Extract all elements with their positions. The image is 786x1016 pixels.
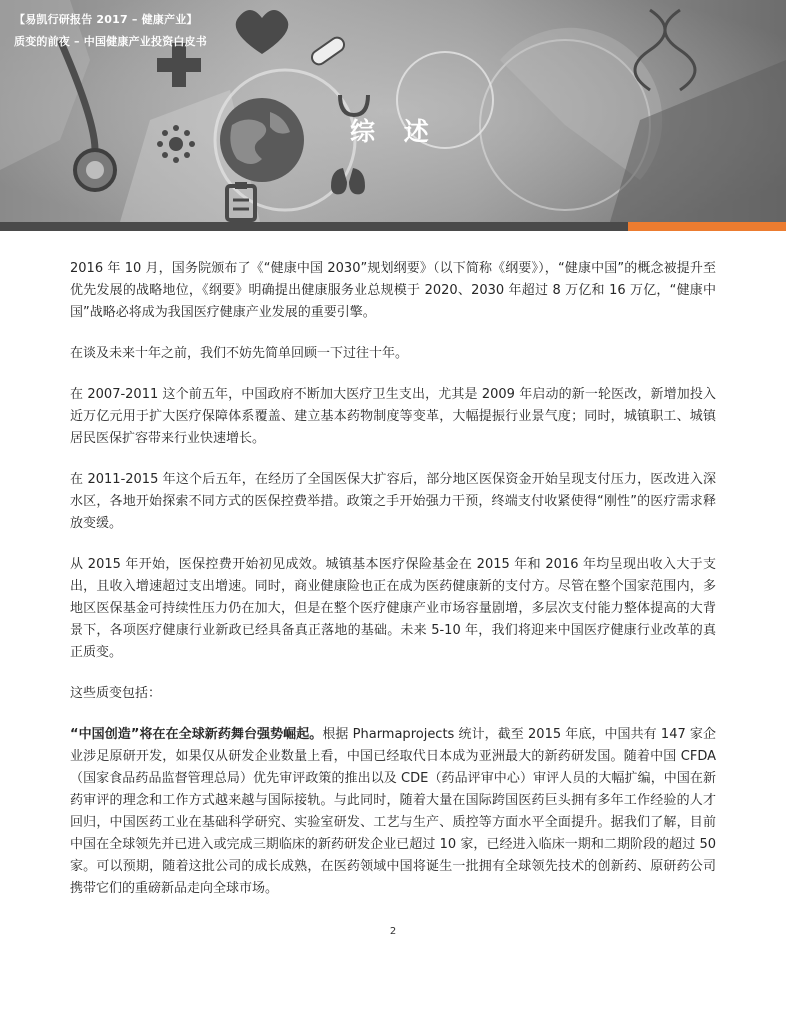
paragraph-7-lead: “中国创造”将在在全球新药舞台强势崛起。 (70, 727, 323, 742)
body-content (70, 258, 716, 919)
paragraph-2: 在谈及未来十年之前，我们不妨先简单回顾一下过往十年。 (70, 346, 409, 361)
paragraph-4: 在 2011-2015 年这个后五年，在经历了全国医保大扩容后，部分地区医保资金开始呈现支付压力，医改进入深水区，各地开始探索不同方式的医保控费举措。政策之手开始强力干预，终端支付收紧使得“刚性”的医疗需求释放变缓。 (70, 472, 716, 531)
paragraph-7 (70, 724, 716, 900)
paragraph-5: 从 2015 年开始，医保控费开始初见成效。城镇基本医疗保险基金在 2015 年和 2016 年均呈现出收入大于支出，且收入增速超过支出增速。同时，商业健康险也正在成为医药健康新的支付方。尽管在整个国家范围内，多地区医保基金可持续性压力仍在加大，但是在整个医疗健康产业市场容量剧增，多层次支付能力整体提高的大背景下，各项医疗健康行业新政已经具备真正落地的基础。未来 5-10 年，我们将迎来中国医疗健康行业改革的真正质变。 (70, 557, 716, 660)
paragraph-1: 2016 年 10 月，国务院颁布了《“健康中国 2030”规划纲要》（以下简称《纲要》），“健康中国”的概念被提升至优先发展的战略地位，《纲要》明确提出健康服务业总规模于 2020、2030 年超过 8 万亿和 16 万亿，“健康中国”战略必将成为我国医疗健康产业发展的重要引擎。 (70, 261, 716, 320)
paragraph-3: 在 2007-2011 这个前五年，中国政府不断加大医疗卫生支出，尤其是 2009 年启动的新一轮医改，新增加投入近万亿元用于扩大医疗保障体系覆盖、建立基本药物制度等变革，大幅提振行业景气度；同时，城镇职工、城镇居民医保扩容带来行业快速增长。 (70, 387, 716, 446)
paragraph-7-text: 根据 Pharmaprojects 统计，截至 2015 年底，中国共有 147 家企业涉足原研开发，如果仅从研发企业数量上看，中国已经取代日本成为亚洲最大的新药研发国。随着中国 CFDA（国家食品药品监督管理总局）优先审评政策的推出以及 CDE（药品评审中心）审评人员的大幅扩编，中国在新药审评的理念和工作方式越来越与国际接轨。与此同时，随着大量在国际跨国医药巨头拥有多年工作经验的人才回归，中国医药工业在基础科学研究、实验室研发、工艺与生产、质控等方面水平全面提升。据我们了解，目前中国在全球领先并已进入或完成三期临床的新药研发企业已超过 10 家，已经进入临床一期和二期阶段的超过 50 家。可以预期，随着这批公司的成长成熟，在医药领域中国将诞生一批拥有全球领先技术的创新药、原研药公司携带它们的重磅新品走向全球市场。 (70, 727, 716, 896)
paragraph-6: 这些质变包括： (70, 686, 162, 701)
header-divider-accent (628, 222, 786, 231)
section-heading: 综 述 (350, 117, 439, 146)
report-title: 【易凯行研报告 2017 – 健康产业】 (14, 13, 198, 26)
page-number: 2 (389, 926, 397, 937)
header-banner (0, 0, 786, 222)
header-divider-dark (0, 222, 628, 231)
report-subtitle: 质变的前夜 – 中国健康产业投资白皮书 (14, 35, 207, 48)
